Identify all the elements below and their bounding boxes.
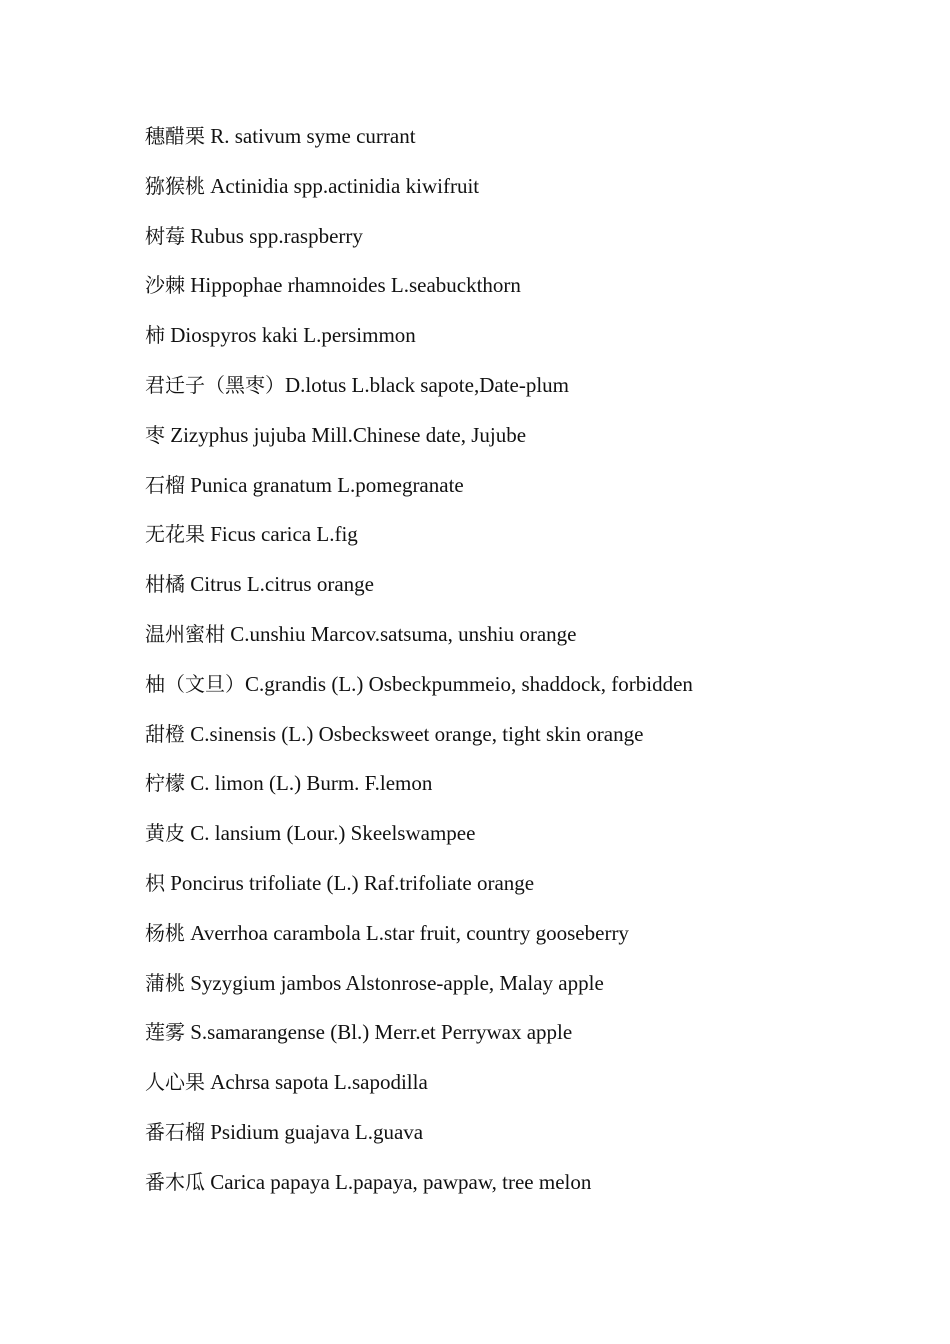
list-item xyxy=(145,518,925,568)
latin-english-name: C.grandis (L.) Osbeckpummeio, shaddock, forbidden xyxy=(245,671,693,696)
list-item xyxy=(145,120,925,170)
chinese-name: 柠檬 xyxy=(145,771,185,796)
chinese-name: 柚（文旦） xyxy=(145,671,245,696)
chinese-name: 无花果 xyxy=(145,522,205,547)
list-item xyxy=(145,170,925,220)
list-item xyxy=(145,718,925,768)
list-item xyxy=(145,220,925,270)
list-item xyxy=(145,967,925,1017)
latin-english-name: C.unshiu Marcov.satsuma, unshiu orange xyxy=(225,621,577,646)
latin-english-name: Zizyphus jujuba Mill.Chinese date, Jujube xyxy=(165,422,527,447)
chinese-name: 蒲桃 xyxy=(145,970,185,995)
list-item xyxy=(145,1016,925,1066)
latin-english-name: Punica granatum L.pomegranate xyxy=(185,472,464,497)
list-item xyxy=(145,369,925,419)
latin-english-name: Ficus carica L.fig xyxy=(205,522,358,547)
latin-english-name: Rubus spp.raspberry xyxy=(185,223,363,248)
latin-english-name: C. limon (L.) Burm. F.lemon xyxy=(185,771,433,796)
latin-english-name: Diospyros kaki L.persimmon xyxy=(165,323,416,348)
latin-english-name: Psidium guajava L.guava xyxy=(205,1119,424,1144)
list-item xyxy=(145,668,925,718)
chinese-name: 番木瓜 xyxy=(145,1169,205,1194)
chinese-name: 番石榴 xyxy=(145,1119,205,1144)
list-item xyxy=(145,618,925,668)
latin-english-name: Averrhoa carambola L.star fruit, country gooseberry xyxy=(185,920,629,945)
chinese-name: 黄皮 xyxy=(145,821,185,846)
chinese-name: 猕猴桃 xyxy=(145,173,205,198)
chinese-name: 杨桃 xyxy=(145,920,185,945)
latin-english-name: Carica papaya L.papaya, pawpaw, tree melon xyxy=(205,1169,592,1194)
list-item xyxy=(145,1116,925,1166)
latin-english-name: Citrus L.citrus orange xyxy=(185,572,374,597)
chinese-name: 甜橙 xyxy=(145,721,185,746)
chinese-name: 枳 xyxy=(145,870,165,895)
chinese-name: 柑橘 xyxy=(145,572,185,597)
chinese-name: 温州蜜柑 xyxy=(145,621,225,646)
chinese-name: 树莓 xyxy=(145,223,185,248)
list-item xyxy=(145,469,925,519)
latin-english-name: C. lansium (Lour.) Skeelswampee xyxy=(185,821,476,846)
latin-english-name: D.lotus L.black sapote,Date-plum xyxy=(285,372,570,397)
list-item xyxy=(145,269,925,319)
chinese-name: 穗醋栗 xyxy=(145,124,205,148)
chinese-name: 沙棘 xyxy=(145,273,185,298)
latin-english-name: Achrsa sapota L.sapodilla xyxy=(205,1070,428,1095)
latin-english-name: Poncirus trifoliate (L.) Raf.trifoliate orange xyxy=(165,870,535,895)
list-item xyxy=(145,767,925,817)
list-item xyxy=(145,867,925,917)
latin-english-name: S.samarangense (Bl.) Merr.et Perrywax apple xyxy=(185,1020,573,1045)
latin-english-name: C.sinensis (L.) Osbecksweet orange, tight skin orange xyxy=(185,721,644,746)
chinese-name: 人心果 xyxy=(145,1070,205,1095)
chinese-name: 莲雾 xyxy=(145,1020,185,1045)
latin-english-name: Actinidia spp.actinidia kiwifruit xyxy=(205,173,480,198)
latin-english-name: Hippophae rhamnoides L.seabuckthorn xyxy=(185,273,521,298)
latin-english-name: R. sativum syme currant xyxy=(205,124,416,148)
list-item xyxy=(145,319,925,369)
list-item xyxy=(145,1066,925,1116)
list-item xyxy=(145,568,925,618)
list-item xyxy=(145,817,925,867)
chinese-name: 枣 xyxy=(145,422,165,447)
list-item xyxy=(145,419,925,469)
fruit-name-list xyxy=(145,120,925,1216)
chinese-name: 柿 xyxy=(145,323,165,348)
list-item xyxy=(145,917,925,967)
list-item xyxy=(145,1166,925,1216)
chinese-name: 石榴 xyxy=(145,472,185,497)
chinese-name: 君迁子（黑枣） xyxy=(145,372,285,397)
latin-english-name: Syzygium jambos Alstonrose-apple, Malay apple xyxy=(185,970,604,995)
